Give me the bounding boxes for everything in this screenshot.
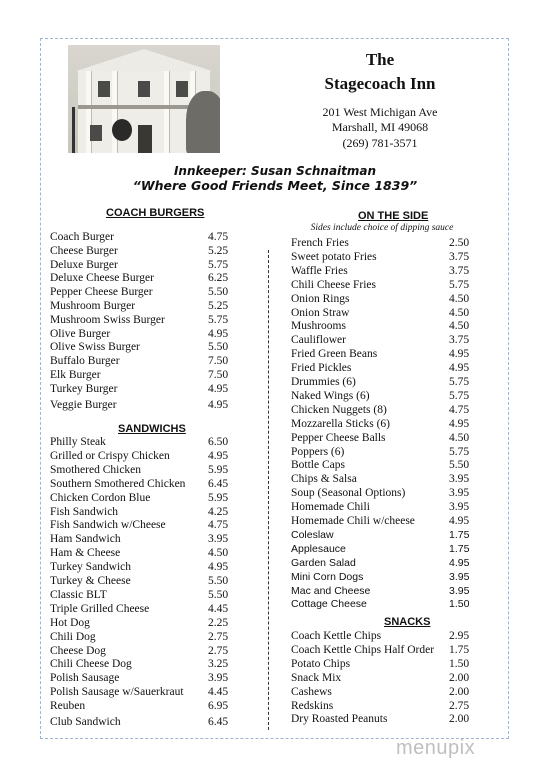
menu-item-price: 2.75 xyxy=(208,630,229,643)
menu-item-name: Homemade Chili w/cheese xyxy=(291,515,415,527)
menu-item-name: Cheese Dog xyxy=(50,644,106,657)
menu-item-name: Mac and Cheese xyxy=(291,584,371,597)
menu-item-name: Chili Cheese Dog xyxy=(50,658,132,671)
menu-item-name: Cheese Burger xyxy=(50,244,118,257)
menu-item-name: Mushroom Burger xyxy=(50,300,136,312)
address-line-2: Marshall, MI 49068 xyxy=(331,120,429,134)
menu-item-price: 4.95 xyxy=(449,556,470,569)
menu-item-price: 2.00 xyxy=(449,671,470,684)
menu-item-name: Chicken Cordon Blue xyxy=(50,491,151,504)
menu-item-name: Grilled or Crispy Chicken xyxy=(50,449,170,462)
menu-item-price: 5.75 xyxy=(449,376,470,388)
menu-item-name: Deluxe Cheese Burger xyxy=(50,272,154,285)
menu-item-price: 4.50 xyxy=(449,306,470,319)
menu-item-name: Triple Grilled Cheese xyxy=(50,602,150,615)
menu-item-price: 4.95 xyxy=(449,417,470,430)
menu-item-name: Dry Roasted Peanuts xyxy=(291,713,388,726)
menu-item-name: Philly Steak xyxy=(50,436,106,448)
menu-item-price: 3.95 xyxy=(449,584,470,597)
menu-item-price: 2.00 xyxy=(449,713,470,726)
menu-item-price: 5.50 xyxy=(449,459,470,472)
menu-item-price: 5.95 xyxy=(208,491,229,504)
menu-item-name: Mozzarella Sticks (6) xyxy=(291,417,390,430)
menu-item-name: Snack Mix xyxy=(291,671,342,684)
tagline: “Where Good Friends Meet, Since 1839” xyxy=(132,178,418,193)
menu-item-name: Buffalo Burger xyxy=(50,355,120,368)
menu-item-name: Fried Pickles xyxy=(291,362,352,375)
menu-item-name: Olive Burger xyxy=(50,327,111,340)
on-the-side-heading: ON THE SIDE xyxy=(358,210,429,222)
phone-number: (269) 781-3571 xyxy=(342,136,418,150)
menu-item-name: Chicken Nuggets (8) xyxy=(291,403,387,416)
menu-item-price: 1.75 xyxy=(449,528,470,541)
menu-item-name: Fish Sandwich xyxy=(50,505,119,518)
menu-item-name: Pepper Cheese Balls xyxy=(291,431,386,444)
menu-item-name: Waffle Fries xyxy=(291,264,348,277)
menu-item-price: 7.50 xyxy=(208,369,229,381)
menu-item-name: Polish Sausage w/Sauerkraut xyxy=(50,686,184,699)
menu-item-price: 3.75 xyxy=(449,264,470,277)
menu-item-price: 3.75 xyxy=(449,334,470,347)
title-line-2: Stagecoach Inn xyxy=(324,74,436,93)
menu-item-price: 4.95 xyxy=(449,362,470,375)
menu-item-name: Mushroom Swiss Burger xyxy=(50,313,165,326)
menu-item-price: 5.75 xyxy=(208,258,229,271)
menu-item-name: Reuben xyxy=(50,700,86,713)
menu-item-price: 1.50 xyxy=(449,657,470,670)
menu-item-price: 4.95 xyxy=(208,449,229,462)
menu-item-price: 3.95 xyxy=(208,672,229,685)
title-line-1: The xyxy=(365,50,395,69)
menu-item-name: Ham Sandwich xyxy=(50,533,121,546)
menu-item-name: Potato Chips xyxy=(291,657,351,670)
menu-item-name: Deluxe Burger xyxy=(50,258,118,271)
innkeeper: Innkeeper: Susan Schnaitman xyxy=(173,164,377,178)
menu-item-name: Garden Salad xyxy=(291,556,356,569)
menu-item-price: 4.95 xyxy=(208,398,229,411)
menu-item-name: Southern Smothered Chicken xyxy=(50,477,186,490)
menu-item-price: 3.95 xyxy=(449,487,470,500)
menu-item-price: 4.50 xyxy=(449,431,470,444)
menu-item-name: Soup (Seasonal Options) xyxy=(291,487,406,500)
menu-item-price: 2.00 xyxy=(449,685,470,698)
menu-item-price: 2.95 xyxy=(449,630,470,642)
menu-item-name: Chili Dog xyxy=(50,630,96,643)
menu-item-price: 5.50 xyxy=(208,588,229,601)
menu-item-name: Homemade Chili xyxy=(291,501,370,514)
menu-item-name: Classic BLT xyxy=(50,588,107,601)
menu-item-name: Cashews xyxy=(291,685,332,698)
menu-item-price: 4.95 xyxy=(449,515,470,527)
menu-item-price: 6.45 xyxy=(208,477,229,490)
menu-item-name: Turkey & Cheese xyxy=(50,575,131,587)
menu-item-name: Mushrooms xyxy=(291,320,346,333)
menu-item-price: 5.75 xyxy=(208,313,229,326)
menu-item-price: 6.45 xyxy=(208,716,229,728)
watermark: menupix xyxy=(396,737,476,759)
menu-item-price: 5.25 xyxy=(208,300,229,312)
menu-item-price: 5.75 xyxy=(449,445,470,458)
menu-item-name: Chips & Salsa xyxy=(291,473,357,486)
menu-item-name: Onion Straw xyxy=(291,306,350,319)
menu-item-price: 4.50 xyxy=(208,547,229,560)
menu-item-price: 4.45 xyxy=(208,686,229,699)
menu-item-price: 4.75 xyxy=(208,231,229,243)
menu-item-name: Ham & Cheese xyxy=(50,547,121,560)
menu-item-name: Onion Rings xyxy=(291,292,350,305)
menu-item-price: 4.75 xyxy=(208,519,229,532)
menu-item-price: 3.75 xyxy=(449,250,470,263)
column-divider xyxy=(268,250,269,730)
coach-burgers-heading: COACH BURGERS xyxy=(106,207,205,219)
menu-item-price: 1.50 xyxy=(449,598,470,611)
menu-item-price: 6.95 xyxy=(208,700,229,713)
menu-item-name: Poppers (6) xyxy=(291,445,345,458)
menu-item-name: Cottage Cheese xyxy=(291,598,367,611)
menu-item-name: Drummies (6) xyxy=(291,376,356,388)
address-line-1: 201 West Michigan Ave xyxy=(322,105,438,119)
menu-item-price: 4.75 xyxy=(449,403,470,416)
menu-item-price: 4.45 xyxy=(208,602,229,615)
inn-photo xyxy=(68,45,220,153)
menu-item-price: 2.50 xyxy=(449,237,470,249)
menu-item-name: Pepper Cheese Burger xyxy=(50,286,153,299)
menu-item-price: 4.95 xyxy=(208,561,229,574)
menu-item-name: Fish Sandwich w/Cheese xyxy=(50,519,166,532)
menu-item-name: Turkey Sandwich xyxy=(50,561,132,574)
menu-item-price: 5.75 xyxy=(449,389,470,402)
menu-item-price: 3.25 xyxy=(208,658,229,671)
menu-item-price: 2.25 xyxy=(208,616,229,629)
menu-item-name: Smothered Chicken xyxy=(50,463,142,476)
menu-item-name: French Fries xyxy=(291,237,349,249)
menu-item-name: Fried Green Beans xyxy=(291,348,378,361)
menu-item-name: Polish Sausage xyxy=(50,672,120,685)
snacks-heading: SNACKS xyxy=(384,616,431,628)
menu-item-name: Olive Swiss Burger xyxy=(50,341,140,354)
menu-item-price: 2.75 xyxy=(449,699,470,712)
menu-item-name: Naked Wings (6) xyxy=(291,389,370,402)
menu-item-price: 5.50 xyxy=(208,286,229,299)
menu-item-name: Sweet potato Fries xyxy=(291,250,377,263)
menu-item-name: Bottle Caps xyxy=(291,459,345,472)
menu-item-price: 5.50 xyxy=(208,341,229,354)
menu-item-name: Club Sandwich xyxy=(50,716,121,728)
menu-item-price: 6.25 xyxy=(208,272,229,285)
menu-item-price: 1.75 xyxy=(449,643,470,656)
sides-note: Sides include choice of dipping sauce xyxy=(310,223,454,233)
menu-item-price: 1.75 xyxy=(449,542,470,555)
menu-item-name: Turkey Burger xyxy=(50,382,118,395)
sandwiches-heading: SANDWICHS xyxy=(118,423,186,435)
menu-item-price: 3.95 xyxy=(208,533,229,546)
menu-item-price: 4.95 xyxy=(449,348,470,361)
menu-item-name: Coach Kettle Chips xyxy=(291,630,382,642)
menu-item-price: 3.95 xyxy=(449,501,470,514)
menu-item-price: 2.75 xyxy=(208,644,229,657)
menu-item-name: Coach Burger xyxy=(50,231,114,243)
menu-item-name: Cauliflower xyxy=(291,334,346,347)
menu-item-price: 3.95 xyxy=(449,473,470,486)
menu-item-price: 4.50 xyxy=(449,292,470,305)
menu-item-name: Mini Corn Dogs xyxy=(291,570,364,583)
menu-item-name: Veggie Burger xyxy=(50,398,117,411)
menu-item-price: 5.95 xyxy=(208,463,229,476)
menu-item-name: Applesauce xyxy=(291,542,346,555)
menu-item-price: 4.95 xyxy=(208,327,229,340)
menu-item-price: 5.25 xyxy=(208,244,229,257)
menu-item-name: Elk Burger xyxy=(50,369,101,381)
menu-item-price: 3.95 xyxy=(449,570,470,583)
menu-item-name: Redskins xyxy=(291,699,334,712)
menu-item-price: 4.95 xyxy=(208,382,229,395)
menu-item-price: 6.50 xyxy=(208,436,229,448)
menu-item-name: Hot Dog xyxy=(50,616,90,629)
menu-item-price: 7.50 xyxy=(208,355,229,368)
menu-item-name: Coach Kettle Chips Half Order xyxy=(291,643,435,656)
menu-item-price: 4.25 xyxy=(208,505,229,518)
menu-item-name: Chili Cheese Fries xyxy=(291,278,376,291)
menu-item-name: Coleslaw xyxy=(291,528,334,541)
menu-item-price: 5.50 xyxy=(208,575,229,587)
menu-item-price: 4.50 xyxy=(449,320,470,333)
menu-item-price: 5.75 xyxy=(449,278,470,291)
